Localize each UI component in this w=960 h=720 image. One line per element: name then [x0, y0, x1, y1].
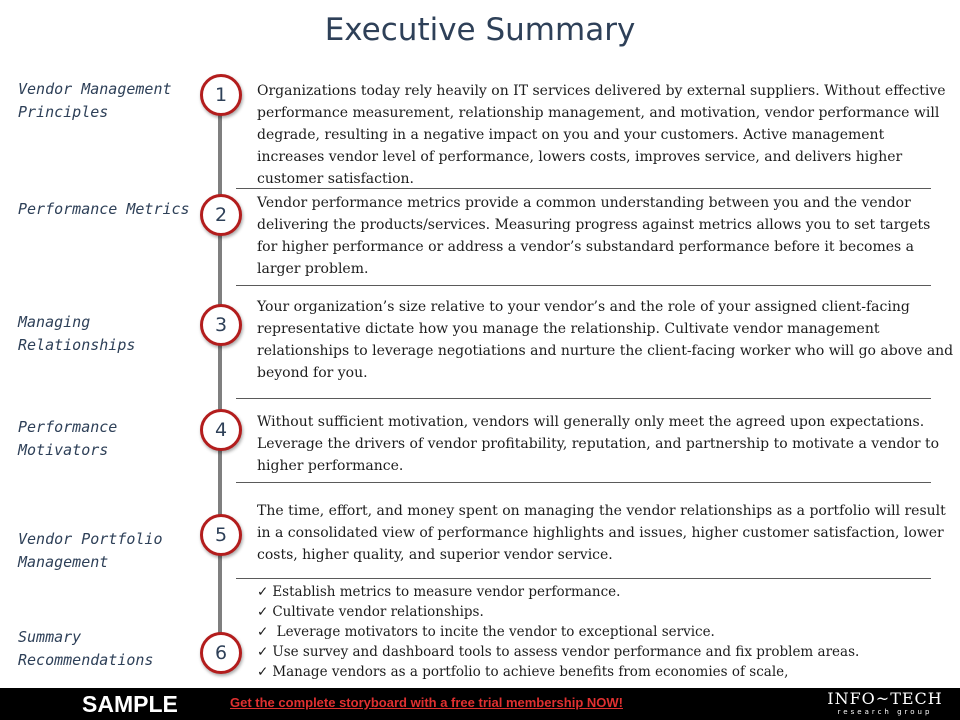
section-label-performance-motivators: Performance Motivators — [18, 418, 118, 459]
section-text-managing-relationships: Your organization’s size relative to your vendor’s and the role of your assigned client-facing representative dictate how you manage the relationship. Cultivate vendor management relationships to leverage negotiations and nurture the client-facing worker who will go above and beyond for you. — [257, 299, 954, 381]
check-icon: ✓ — [257, 604, 269, 620]
check-icon: ✓ — [257, 644, 269, 660]
check-icon: ✓ — [257, 624, 269, 640]
recommendation-item: ✓ Cultivate vendor relationships. — [257, 604, 484, 620]
recommendations-block — [257, 582, 955, 682]
recommendation-item: ✓ Establish metrics to measure vendor performance. — [257, 584, 621, 600]
section-text-vendor-portfolio-management: The time, effort, and money spent on managing the vendor relationships as a portfolio will result in a consolidated view of performance highlights and issues, higher customer satisfaction, lower costs, higher quality, and superior vendor service. — [257, 503, 946, 563]
step-number-3: 3 — [200, 304, 242, 346]
logo-tagline: research group — [837, 708, 933, 716]
recommendation-item: ✓ Use survey and dashboard tools to assess vendor performance and fix problem areas. — [257, 644, 860, 660]
check-icon: ✓ — [257, 664, 269, 680]
free-trial-link[interactable]: Get the complete storyboard with a free trial membership NOW! — [230, 695, 623, 710]
section-divider — [236, 578, 931, 579]
recommendation-item: ✓ Leverage motivators to incite the vendor to exceptional service. — [257, 624, 715, 640]
sample-watermark: SAMPLE — [82, 691, 178, 717]
section-text-performance-motivators: Without sufficient motivation, vendors will generally only meet the agreed upon expectations. Leverage the drivers of vendor profitability, reputation, and partnership to motivate a vendor to higher performance. — [257, 414, 940, 474]
info-tech-logo — [820, 688, 950, 720]
page-title: Executive Summary — [324, 12, 636, 48]
section-divider — [236, 188, 931, 189]
footer-bar — [0, 688, 960, 720]
section-label-performance-metrics: Performance Metrics — [18, 200, 190, 218]
section-label-vendor-management-principles: Vendor Management Principles — [18, 80, 172, 121]
section-divider — [236, 482, 931, 483]
section-text-performance-metrics: Vendor performance metrics provide a common understanding between you and the vendor delivering the products/services. Measuring progress against metrics allows you to set targets for higher performance or address a vendor’s substandard performance before it becomes a larger problem. — [257, 195, 931, 277]
recommendation-item: ✓ Manage vendors as a portfolio to achieve benefits from economies of scale, — [257, 664, 789, 680]
recommendations-list — [257, 582, 955, 682]
section-text-vendor-management-principles: Organizations today rely heavily on IT services delivered by external suppliers. Without effective performance measurement, relationship management, and motivation, vendor performance will degrade, resulting in a negative impact on you and your customers. Active management increases vendor level of performance, lowers costs, improves service, and delivers higher customer satisfaction. — [257, 83, 946, 187]
step-number-4: 4 — [200, 409, 242, 451]
step-number-2: 2 — [200, 194, 242, 236]
section-label-managing-relationships: Managing Relationships — [18, 313, 136, 354]
section-divider — [236, 398, 931, 399]
step-number-1: 1 — [200, 74, 242, 116]
section-divider — [236, 285, 931, 286]
timeline-line — [218, 96, 222, 658]
step-number-6: 6 — [200, 632, 242, 674]
logo-wordmark: INFO~TECH — [827, 689, 943, 708]
step-number-5: 5 — [200, 514, 242, 556]
check-icon: ✓ — [257, 584, 269, 600]
section-label-summary-recommendations: Summary Recommendations — [18, 628, 154, 669]
section-label-vendor-portfolio-management: Vendor Portfolio Management — [18, 530, 163, 571]
